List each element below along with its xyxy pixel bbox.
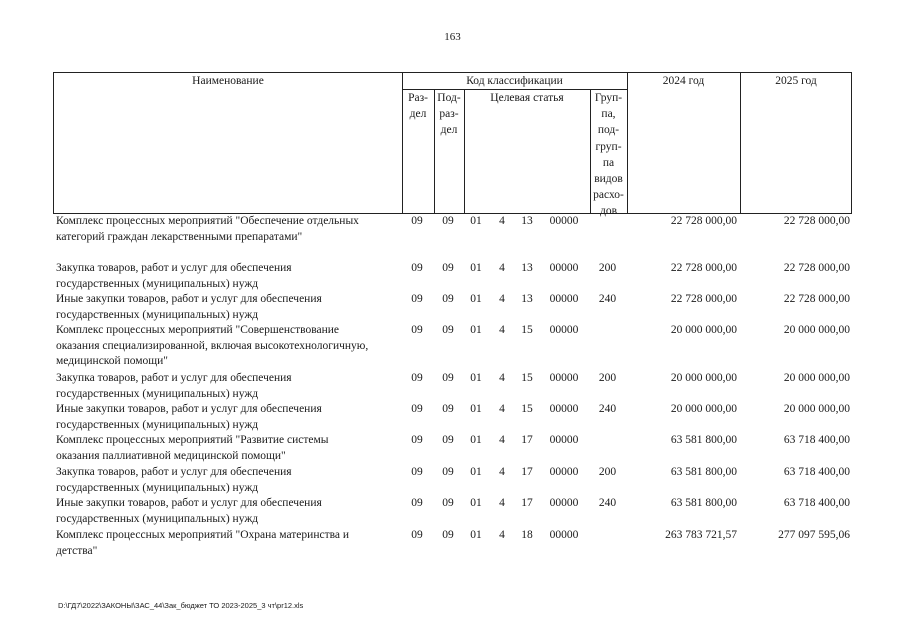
cell-c1: 01	[470, 434, 482, 446]
cell-pr: 09	[442, 497, 454, 509]
cell-pr: 09	[442, 293, 454, 305]
header-razdel-line: Раз-	[408, 92, 428, 104]
header-podrazdel-line: раз-	[439, 108, 459, 121]
row-name-line: категорий граждан лекарственными препаратами"	[56, 230, 303, 243]
cell-y1: 22 728 000,00	[670, 215, 737, 227]
cell-pr: 09	[442, 403, 454, 415]
cell-rz: 09	[411, 497, 423, 509]
cell-pr: 09	[442, 529, 454, 541]
cell-c1: 01	[470, 215, 482, 227]
header-group-line: па,	[601, 108, 616, 121]
cell-c4: 00000	[549, 372, 579, 384]
row-name	[56, 496, 401, 527]
header-year-2024: 2024 год	[662, 75, 705, 87]
cell-y1: 22 728 000,00	[670, 293, 737, 305]
row-name-line: Комплекс процессных мероприятий "Охрана материнства и	[56, 529, 350, 541]
header-group-line: груп-	[595, 140, 622, 153]
cell-c1: 01	[470, 497, 482, 509]
cell-c2: 4	[499, 466, 505, 478]
cell-c2: 4	[499, 293, 505, 305]
cell-c4: 00000	[549, 529, 579, 541]
row-name-line: оказания специализированной, включая высокотехнологичную,	[56, 339, 369, 352]
header-name: Наименование	[192, 75, 264, 87]
row-name-line: государственных (муниципальных) нужд	[56, 387, 259, 400]
header-code: Код классификации	[466, 75, 563, 87]
row-name-line: медицинской помощи"	[56, 355, 169, 367]
cell-vr: 200	[598, 466, 617, 478]
cell-c3: 17	[521, 497, 533, 509]
cell-c3: 18	[521, 529, 533, 541]
row-name-line: государственных (муниципальных) нужд	[56, 481, 259, 494]
row-name	[56, 528, 401, 559]
cell-c2: 4	[499, 262, 505, 274]
cell-rz: 09	[411, 293, 423, 305]
row-name-line: Закупка товаров, работ и услуг для обеспечения	[56, 262, 292, 274]
cell-pr: 09	[442, 434, 454, 446]
cell-y2: 63 718 400,00	[783, 466, 850, 478]
row-name-line: Закупка товаров, работ и услуг для обеспечения	[56, 466, 292, 478]
cell-y2: 22 728 000,00	[783, 293, 850, 305]
header-group-line: па	[602, 156, 615, 169]
cell-c4: 00000	[549, 497, 579, 509]
header-podrazdel-line: Под-	[437, 92, 461, 104]
cell-pr: 09	[442, 372, 454, 384]
row-name-line: детства"	[56, 544, 98, 557]
row-name-line: государственных (муниципальных) нужд	[56, 277, 259, 290]
cell-y2: 63 718 400,00	[783, 434, 850, 446]
cell-y1: 63 581 800,00	[670, 497, 737, 509]
header-group-line: дов	[599, 205, 618, 218]
cell-rz: 09	[411, 466, 423, 478]
header-razdel	[402, 90, 434, 122]
divider	[627, 73, 628, 213]
cell-c1: 01	[470, 262, 482, 274]
cell-y1: 22 728 000,00	[670, 262, 737, 274]
cell-c4: 00000	[549, 293, 579, 305]
cell-c3: 17	[521, 466, 533, 478]
cell-vr: 240	[598, 403, 617, 415]
row-name-line: Закупка товаров, работ и услуг для обеспечения	[56, 372, 292, 384]
cell-vr: 200	[598, 372, 617, 384]
header-razdel-line: дел	[409, 108, 427, 121]
cell-vr: 200	[598, 262, 617, 274]
cell-c2: 4	[499, 324, 505, 336]
cell-c4: 00000	[549, 434, 579, 446]
row-name	[56, 371, 401, 402]
row-name	[56, 214, 401, 245]
cell-y2: 20 000 000,00	[783, 403, 850, 415]
row-name	[56, 292, 401, 323]
cell-y1: 20 000 000,00	[670, 403, 737, 415]
row-name	[56, 465, 401, 496]
cell-c1: 01	[470, 372, 482, 384]
cell-rz: 09	[411, 403, 423, 415]
row-name-line: Иные закупки товаров, работ и услуг для обеспечения	[56, 497, 322, 509]
cell-c1: 01	[470, 293, 482, 305]
cell-pr: 09	[442, 215, 454, 227]
cell-rz: 09	[411, 262, 423, 274]
cell-rz: 09	[411, 215, 423, 227]
cell-c3: 15	[521, 403, 533, 415]
row-name-line: Комплекс процессных мероприятий "Совершенствование	[56, 324, 340, 336]
cell-pr: 09	[442, 324, 454, 336]
cell-c3: 13	[521, 262, 533, 274]
row-name-line: оказания паллиативной медицинской помощи"	[56, 449, 286, 462]
page-number: 163	[444, 31, 461, 43]
row-name-line: государственных (муниципальных) нужд	[56, 308, 259, 321]
header-group-line: видов	[594, 173, 623, 186]
header-group-line: Груп-	[594, 92, 623, 104]
cell-y2: 20 000 000,00	[783, 372, 850, 384]
cell-rz: 09	[411, 324, 423, 336]
cell-y2: 277 097 595,06	[778, 529, 850, 541]
divider	[464, 89, 465, 213]
cell-y1: 20 000 000,00	[670, 372, 737, 384]
cell-rz: 09	[411, 529, 423, 541]
cell-c3: 15	[521, 372, 533, 384]
cell-c2: 4	[499, 403, 505, 415]
cell-c1: 01	[470, 466, 482, 478]
cell-c2: 4	[499, 372, 505, 384]
header-year-2025: 2025 год	[775, 75, 817, 87]
cell-c1: 01	[470, 403, 482, 415]
table-header	[53, 72, 852, 218]
file-path-footer: D:\ГД7\2022\ЗАКОНЫ\ЗАС_44\Зак_бюджет ТО 2023-2025_3 чт\pr12.xls	[58, 601, 304, 610]
row-name-line: государственных (муниципальных) нужд	[56, 512, 259, 525]
cell-y2: 20 000 000,00	[783, 324, 850, 336]
header-podrazdel-line: дел	[440, 124, 458, 137]
cell-y2: 22 728 000,00	[783, 262, 850, 274]
cell-c4: 00000	[549, 403, 579, 415]
cell-c2: 4	[499, 529, 505, 541]
cell-rz: 09	[411, 434, 423, 446]
cell-pr: 09	[442, 262, 454, 274]
row-name	[56, 323, 401, 370]
divider	[740, 73, 741, 213]
cell-c4: 00000	[549, 324, 579, 336]
row-name	[56, 402, 401, 433]
row-name-line: государственных (муниципальных) нужд	[56, 418, 259, 431]
cell-pr: 09	[442, 466, 454, 478]
cell-vr: 240	[598, 293, 617, 305]
cell-vr: 240	[598, 497, 617, 509]
cell-y2: 22 728 000,00	[783, 215, 850, 227]
cell-y1: 63 581 800,00	[670, 466, 737, 478]
cell-c3: 13	[521, 293, 533, 305]
cell-y1: 263 783 721,57	[665, 529, 737, 541]
header-group	[590, 90, 627, 220]
cell-c1: 01	[470, 529, 482, 541]
header-group-line: расхо-	[593, 189, 624, 202]
cell-c1: 01	[470, 324, 482, 336]
cell-c2: 4	[499, 497, 505, 509]
row-name-line: Комплекс процессных мероприятий "Обеспечение отдельных	[56, 215, 359, 227]
header-target-article: Целевая статья	[490, 92, 564, 104]
cell-rz: 09	[411, 372, 423, 384]
cell-c4: 00000	[549, 262, 579, 274]
cell-c3: 13	[521, 215, 533, 227]
row-name-line: Комплекс процессных мероприятий "Развитие системы	[56, 434, 329, 446]
cell-y1: 20 000 000,00	[670, 324, 737, 336]
row-name	[56, 433, 401, 464]
cell-c2: 4	[499, 434, 505, 446]
row-name-line: Иные закупки товаров, работ и услуг для обеспечения	[56, 403, 322, 415]
header-group-line: под-	[597, 124, 620, 137]
row-name-line: Иные закупки товаров, работ и услуг для обеспечения	[56, 293, 322, 305]
cell-y2: 63 718 400,00	[783, 497, 850, 509]
cell-c2: 4	[499, 215, 505, 227]
cell-c3: 17	[521, 434, 533, 446]
cell-c3: 15	[521, 324, 533, 336]
cell-c4: 00000	[549, 215, 579, 227]
header-podrazdel	[434, 90, 464, 139]
cell-c4: 00000	[549, 466, 579, 478]
cell-y1: 63 581 800,00	[670, 434, 737, 446]
row-name	[56, 261, 401, 292]
